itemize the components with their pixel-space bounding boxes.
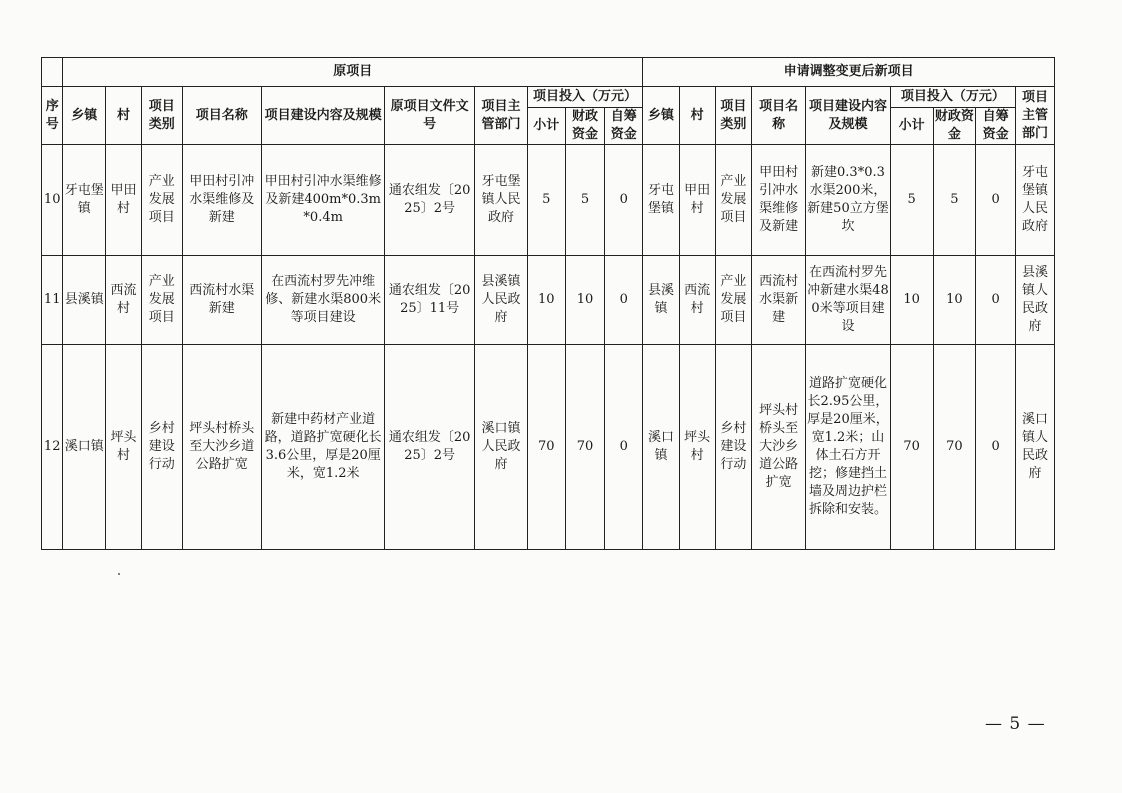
cell-new-dept: 牙屯堡镇人民政府 [1016, 145, 1055, 256]
col-new-subtotal: 小计 [890, 108, 933, 145]
cell-self: 0 [605, 145, 643, 256]
cell-content: 在西流村罗先冲维修、新建水渠800米等项目建设 [262, 256, 385, 345]
section-original-header: 原项目 [63, 58, 643, 87]
col-subtotal: 小计 [527, 108, 565, 145]
cell-content: 新建中药材产业道路，道路扩宽硬化长3.6公里，厚是20厘米，宽1.2米 [262, 345, 385, 550]
cell-new-subtotal: 70 [890, 345, 933, 550]
cell-doc: 通农组发〔2025〕2号 [385, 345, 475, 550]
cell-content: 甲田村引冲水渠维修及新建400m*0.3m*0.4m [262, 145, 385, 256]
col-new-name: 项目名称 [752, 87, 806, 145]
col-content: 项目建设内容及规模 [262, 87, 385, 145]
cell-village: 西流村 [106, 256, 142, 345]
cell-category: 乡村建设行动 [141, 345, 182, 550]
cell-new-self: 0 [976, 145, 1016, 256]
cell-new-self: 0 [976, 345, 1016, 550]
col-new-category: 项目类别 [715, 87, 752, 145]
cell-new-village: 坪头村 [679, 345, 715, 550]
cell-subtotal: 70 [527, 345, 565, 550]
table-row [42, 145, 1055, 256]
cell-new-category: 产业发展项目 [715, 256, 752, 345]
cell-new-subtotal: 5 [890, 145, 933, 256]
cell-new-town: 县溪镇 [643, 256, 680, 345]
cell-fiscal: 70 [565, 345, 605, 550]
cell-new-category: 乡村建设行动 [715, 345, 752, 550]
cell-doc: 通农组发〔2025〕11号 [385, 256, 475, 345]
col-doc: 原项目文件文号 [385, 87, 475, 145]
cell-new-content: 在西流村罗先冲新建水渠480米等项目建设 [806, 256, 891, 345]
cell-subtotal: 5 [527, 145, 565, 256]
page-number: — 5 — [985, 714, 1046, 734]
cell-dept: 溪口镇人民政府 [474, 345, 527, 550]
cell-dept: 牙屯堡镇人民政府 [474, 145, 527, 256]
cell-town: 牙屯堡镇 [63, 145, 106, 256]
col-dept: 项目主管部门 [474, 87, 527, 145]
cell-subtotal: 10 [527, 256, 565, 345]
cell-new-name: 西流村水渠新建 [752, 256, 806, 345]
cell-name: 甲田村引冲水渠维修及新建 [182, 145, 261, 256]
cell-seq: 10 [42, 145, 63, 256]
col-new-village: 村 [679, 87, 715, 145]
table-row [42, 345, 1055, 550]
cell-self: 0 [605, 345, 643, 550]
cell-town: 溪口镇 [63, 345, 106, 550]
cell-new-content: 新建0.3*0.3水渠200米，新建50立方堡坎 [806, 145, 891, 256]
col-new-investment: 项目投入（万元） [890, 87, 1015, 108]
cell-new-self: 0 [976, 256, 1016, 345]
cell-doc: 通农组发〔2025〕2号 [385, 145, 475, 256]
col-new-dept: 项目主管部门 [1016, 87, 1055, 145]
col-new-self: 自筹资金 [976, 108, 1016, 145]
col-self: 自筹资金 [605, 108, 643, 145]
cell-new-village: 西流村 [679, 256, 715, 345]
cell-town: 县溪镇 [63, 256, 106, 345]
col-name: 项目名称 [182, 87, 261, 145]
cell-name: 坪头村桥头至大沙乡道公路扩宽 [182, 345, 261, 550]
cell-new-name: 坪头村桥头至大沙乡道公路扩宽 [752, 345, 806, 550]
cell-seq: 11 [42, 256, 63, 345]
cell-new-fiscal: 70 [933, 345, 976, 550]
col-new-fiscal: 财政资金 [933, 108, 976, 145]
col-seq: 序号 [42, 87, 63, 145]
cell-name: 西流村水渠新建 [182, 256, 261, 345]
cell-new-category: 产业发展项目 [715, 145, 752, 256]
cell-new-fiscal: 10 [933, 256, 976, 345]
cell-dept: 县溪镇人民政府 [474, 256, 527, 345]
cell-fiscal: 10 [565, 256, 605, 345]
col-investment: 项目投入（万元） [527, 87, 642, 108]
cell-new-content: 道路扩宽硬化长2.95公里，厚是20厘米，宽1.2米；山体土石方开挖；修建挡土墙及周边护栏拆除和安装。 [806, 345, 891, 550]
col-town: 乡镇 [63, 87, 106, 145]
cell-new-town: 溪口镇 [643, 345, 680, 550]
cell-new-dept: 县溪镇人民政府 [1016, 256, 1055, 345]
cell-category: 产业发展项目 [141, 256, 182, 345]
cell-village: 甲田村 [106, 145, 142, 256]
cell-new-town: 牙屯堡镇 [643, 145, 680, 256]
section-new-header: 申请调整变更后新项目 [643, 58, 1055, 87]
scan-speck [118, 573, 120, 575]
cell-category: 产业发展项目 [141, 145, 182, 256]
col-fiscal: 财政资金 [565, 108, 605, 145]
cell-seq: 12 [42, 345, 63, 550]
col-new-content: 项目建设内容及规模 [806, 87, 891, 145]
cell-new-fiscal: 5 [933, 145, 976, 256]
col-village: 村 [106, 87, 142, 145]
col-new-town: 乡镇 [643, 87, 680, 145]
col-category: 项目类别 [141, 87, 182, 145]
cell-new-village: 甲田村 [679, 145, 715, 256]
cell-new-subtotal: 10 [890, 256, 933, 345]
project-adjustment-table [41, 57, 1055, 550]
cell-self: 0 [605, 256, 643, 345]
cell-fiscal: 5 [565, 145, 605, 256]
cell-village: 坪头村 [106, 345, 142, 550]
table-row [42, 256, 1055, 345]
cell-new-dept: 溪口镇人民政府 [1016, 345, 1055, 550]
cell-new-name: 甲田村引冲水渠维修及新建 [752, 145, 806, 256]
corner-cell [42, 58, 63, 87]
